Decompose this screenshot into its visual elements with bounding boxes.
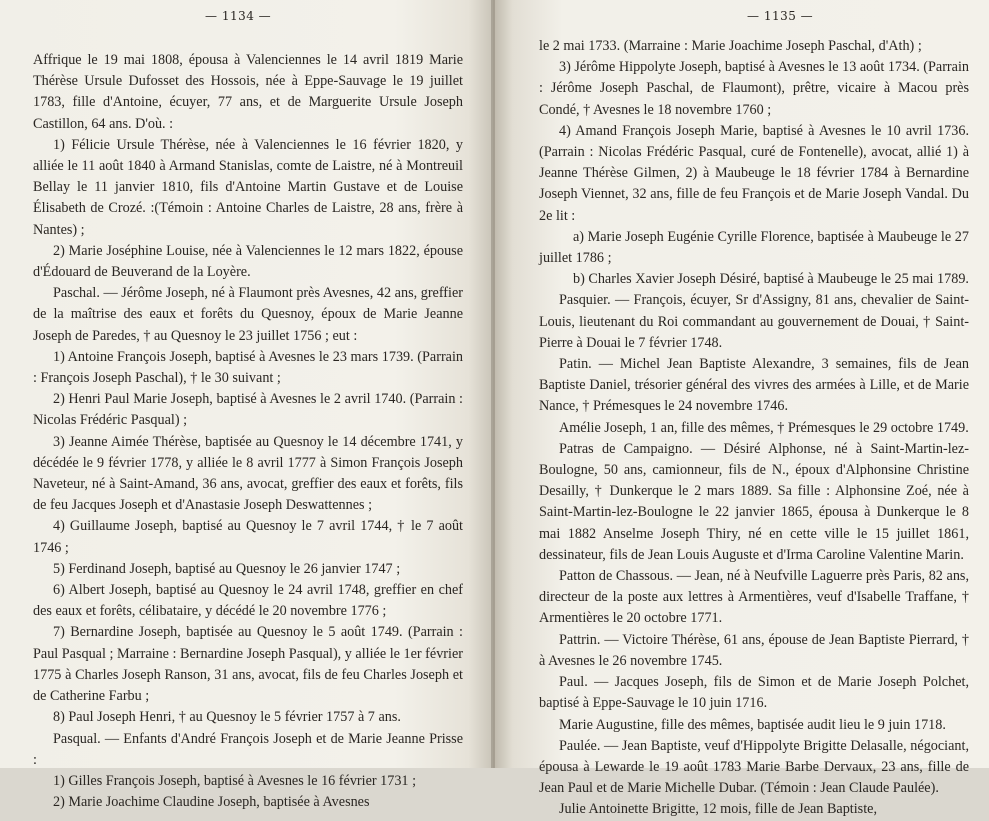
left-folio: — 1134 — <box>205 9 272 23</box>
left-page-text <box>33 50 463 813</box>
paragraph: Marie Augustine, fille des mêmes, baptisée audit lieu le 9 juin 1718. <box>559 716 946 733</box>
paragraph: a) Marie Joseph Eugénie Cyrille Florence, baptisée à Maubeuge le 27 juillet 1786 ; <box>539 228 969 267</box>
paragraph: 2) Marie Joachime Claudine Joseph, baptisée à Avesnes <box>53 794 370 811</box>
paragraph: 7) Bernardine Joseph, baptisée au Quesnoy le 5 août 1749. (Parrain : Paul Pasqual ; Marraine : Bernardine Joseph Pasqual), y alliée le 1er février 1775 à Charles Joseph Ranson, 31 ans, avocat, fils de feu Charles Joseph et de Catherine Farbu ; <box>33 624 463 705</box>
entry-patras-de-campaigno: Patras de Campaigno. — Désiré Alphonse, né à Saint-Martin-lez-Boulogne, 50 ans, camionneur, fils de N., époux d'Alphonsine Christine Desailly, † Dunkerque le 2 mars 1889. Sa fille : Alphonsine Zoé, née à Saint-Martin-lez-Boulogne le 22 janvier 1865, épousa à Dunkerque le 8 mai 1882 Anselme Joseph Thiry, né en cette ville le 15 juillet 1861, dessinateur, fils de Jean Louis Auguste et d'Irma Caroline Valentine Marin. <box>539 440 969 563</box>
entry-paul: Paul. — Jacques Joseph, fils de Simon et de Marie Joseph Polchet, baptisé à Eppe-Sauvage le 10 juin 1716. <box>539 674 969 712</box>
paragraph: Affrique le 19 mai 1808, épousa à Valenciennes le 14 avril 1819 Marie Thérèse Ursule Dufosset des Hossois, née à Eppe-Sauvage le 19 juillet 1783, fille d'Antoine, écuyer, 77 ans, et de Marguerite Ursule Joseph Castillon, 64 ans. D'où. : <box>33 52 463 132</box>
right-folio: — 1135 — <box>747 9 814 23</box>
paragraph: 3) Jeanne Aimée Thérèse, baptisée au Quesnoy le 14 décembre 1741, y décédée le 9 février 1778, y alliée le 8 avril 1777 à Simon François Joseph Naveteur, né à Saint-Amand, 36 ans, avocat, greffier des eaux et forêts, fils de feu Jacques Joseph et d'Anastasie Joseph Deswattennes ; <box>33 433 463 514</box>
paragraph: 1) Gilles François Joseph, baptisé à Avesnes le 16 février 1731 ; <box>53 772 417 789</box>
paragraph: 4) Amand François Joseph Marie, baptisé à Avesnes le 10 avril 1736. (Parrain : Nicolas Frédéric Pasqual, curé de Fontenelle), avocat, allié 1) à Jeanne Thérèse Gilmen, 2) à Maubeuge le 18 février 1784 à Bernardine Joseph Viennet, 32 ans, fille de feu François et de Marie Joseph Vandal. Du 2e lit : <box>539 122 969 224</box>
entry-pasqual: Pasqual. — Enfants d'André François Joseph et de Marie Jeanne Prisse : <box>33 730 463 768</box>
right-page-text <box>539 36 969 821</box>
entry-paschal: Paschal. — Jérôme Joseph, né à Flaumont près Avesnes, 42 ans, greffier de la maîtrise des eaux et forêts du Quesnoy, époux de Marie Jeanne Joseph de Paredes, † au Quesnoy le 23 juillet 1756 ; eut : <box>33 285 463 344</box>
paragraph: b) Charles Xavier Joseph Désiré, baptisé à Maubeuge le 25 mai 1789. <box>573 271 969 288</box>
paragraph: 5) Ferdinand Joseph, baptisé au Quesnoy le 26 janvier 1747 ; <box>53 560 401 577</box>
paragraph: 8) Paul Joseph Henri, † au Quesnoy le 5 février 1757 à 7 ans. <box>53 709 401 726</box>
paragraph: 2) Marie Joséphine Louise, née à Valenciennes le 12 mars 1822, épouse d'Édouard de Beuverand de la Loyère. <box>33 242 463 281</box>
paragraph: 3) Jérôme Hippolyte Joseph, baptisé à Avesnes le 13 août 1734. (Parrain : Jérôme Joseph Paschal, de Flaumont), prêtre, vicaire à Macou près Condé, † Avesnes le 18 novembre 1760 ; <box>539 59 969 118</box>
paragraph: Julie Antoinette Brigitte, 12 mois, fille de Jean Baptiste, <box>559 801 877 818</box>
entry-paulee: Paulée. — Jean Baptiste, veuf d'Hippolyte Brigitte Delasalle, négociant, épousa à Lewarde le 19 août 1783 Marie Barbe Dervaux, 23 ans, fille de Jean Paul et de Marie Michelle Dubar. (Témoin : Jean Claude Paulée). <box>539 737 969 797</box>
paragraph: le 2 mai 1733. (Marraine : Marie Joachime Joseph Paschal, d'Ath) ; <box>539 38 922 54</box>
entry-patton-de-chassous: Patton de Chassous. — Jean, né à Neufville Laguerre près Paris, 82 ans, directeur de la poste aux lettres à Armentières, veuf d'Isabelle Traffane, † Armentières le 20 octobre 1771. <box>539 568 969 627</box>
entry-pattrin: Pattrin. — Victoire Thérèse, 61 ans, épouse de Jean Baptiste Pierrard, † à Avesnes le 26 novembre 1745. <box>539 631 969 669</box>
entry-pasquier: Pasquier. — François, écuyer, Sr d'Assigny, 81 ans, chevalier de Saint-Louis, lieutenant du Roi commandant au gouvernement de Douai, † Saint-Pierre à Douai le 7 février 1748. <box>539 292 969 351</box>
paragraph: 2) Henri Paul Marie Joseph, baptisé à Avesnes le 2 avril 1740. (Parrain : Nicolas Frédéric Pasqual) ; <box>33 391 463 429</box>
paragraph: Amélie Joseph, 1 an, fille des mêmes, † Prémesques le 29 octobre 1749. <box>559 419 969 436</box>
paragraph: 1) Félicie Ursule Thérèse, née à Valenciennes le 16 février 1820, y alliée le 11 août 1840 à Armand Stanislas, comte de Laistre, né à Montreuil Bellay le 11 janvier 1810, fils d'Antoine Martin Gustave et de Louise Élisabeth de Crozé. :(Témoin : Antoine Charles de Laistre, 28 ans, frère à Nantes) ; <box>33 136 463 238</box>
paragraph: 6) Albert Joseph, baptisé au Quesnoy le 24 avril 1748, greffier en chef des eaux et forêts, célibataire, y décédé le 20 novembre 1776 ; <box>33 582 463 620</box>
left-page <box>0 0 493 811</box>
right-page <box>493 0 989 818</box>
paragraph: 4) Guillaume Joseph, baptisé au Quesnoy le 7 avril 1744, † le 7 août 1746 ; <box>33 518 463 556</box>
book-gutter <box>491 0 495 768</box>
paragraph: 1) Antoine François Joseph, baptisé à Avesnes le 23 mars 1739. (Parrain : François Joseph Paschal), † le 30 suivant ; <box>33 348 463 387</box>
entry-patin: Patin. — Michel Jean Baptiste Alexandre, 3 semaines, fils de Jean Baptiste Daniel, trésorier général des vivres des armées à Lille, et de Marie Nance, † Prémesques le 24 novembre 1746. <box>539 356 969 415</box>
